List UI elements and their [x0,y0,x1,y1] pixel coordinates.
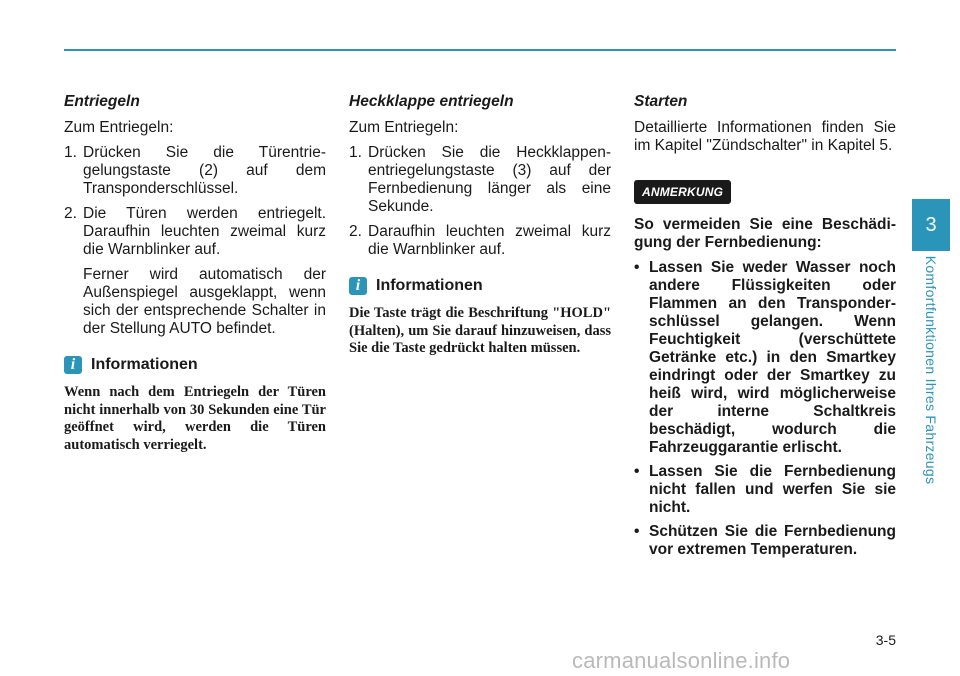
info-title: Informationen [91,356,198,373]
column-starten [634,93,896,565]
info-icon: i [349,277,367,295]
list-item [64,144,326,198]
list-item: • Lassen Sie weder Wasser noch andere Flüssigkeiten oder Flammen an den Transponder-schlüssel gelangen. Wenn Feuchtigkeit (verschüttete Getränke etc.) in den Smartkey eindringt oder der Smartkey zu heiß wird, wird möglicherweise der interne Schaltkreis beschädigt, wodurch die Fahrzeuggarantie erlischt. [634,259,896,457]
step-text: Die Türen werden entriegelt. Daraufhin leuchten zweimal kurz die Warnblinker auf. [83,205,326,258]
page-number: 3-5 [875,632,896,648]
steps-list [349,144,611,259]
list-item: • Schützen Sie die Fernbedienung vor extremen Temperaturen. [634,523,896,559]
section-heading: Entriegeln [64,93,140,110]
list-item: • Lassen Sie die Fernbedienung nicht fallen und werfen Sie sie nicht. [634,463,896,517]
intro-text: Zum Entriegeln: [64,119,174,136]
info-text: Die Taste trägt die Beschriftung "HOLD" (Halten), um Sie darauf hinzuweisen, dass Sie die Taste gedrückt halten müssen. [349,305,611,356]
chapter-number-tab: 3 [912,199,950,251]
warning-title: So vermeiden Sie eine Beschädi-gung der Fernbedienung: [634,216,896,251]
info-icon: i [64,356,82,374]
step-extra-text: Ferner wird automatisch der Außenspiegel ausgeklappt, wenn sich der entsprechende Schalter in der Stellung AUTO befindet. [83,266,326,337]
section-heading: Heckklappe entriegeln [349,93,514,110]
info-title: Informationen [376,277,483,294]
info-header [64,356,326,374]
watermark: carmanualsonline.info [572,648,791,673]
steps-list [64,144,326,338]
info-text: Wenn nach dem Entriegeln der Türen nicht innerhalb von 30 Sekunden eine Tür geöffnet wird, werden die Türen automatisch verriegelt. [64,384,326,453]
step-text: Drücken Sie die Türentrie-gelungstaste (2) auf dem Transponderschlüssel. [83,144,326,197]
top-rule [64,49,896,51]
step-text: Drücken Sie die Heckklappen-entriegelungstaste (3) auf der Fernbedienung länger als eine Sekunde. [368,144,611,215]
note-badge: ANMERKUNG [634,180,731,204]
intro-text: Zum Entriegeln: [349,119,459,136]
warning-list [634,259,896,559]
column-heckklappe [349,93,611,358]
list-item [64,205,326,338]
step-number: 2. [64,205,77,222]
step-number: 1. [64,144,77,161]
list-item [349,223,611,259]
step-number: 2. [349,223,362,240]
column-entriegeln [64,93,326,454]
body-text: Detaillierte Informationen finden Sie im Kapitel "Zündschalter" in Kapitel 5. [634,119,896,154]
step-text: Daraufhin leuchten zweimal kurz die Warnblinker auf. [368,223,611,258]
list-item [349,144,611,216]
chapter-title: Komfortfunktionen Ihres Fahrzeugs [923,255,939,485]
section-heading: Starten [634,93,688,110]
step-number: 1. [349,144,362,161]
info-header [349,277,611,295]
